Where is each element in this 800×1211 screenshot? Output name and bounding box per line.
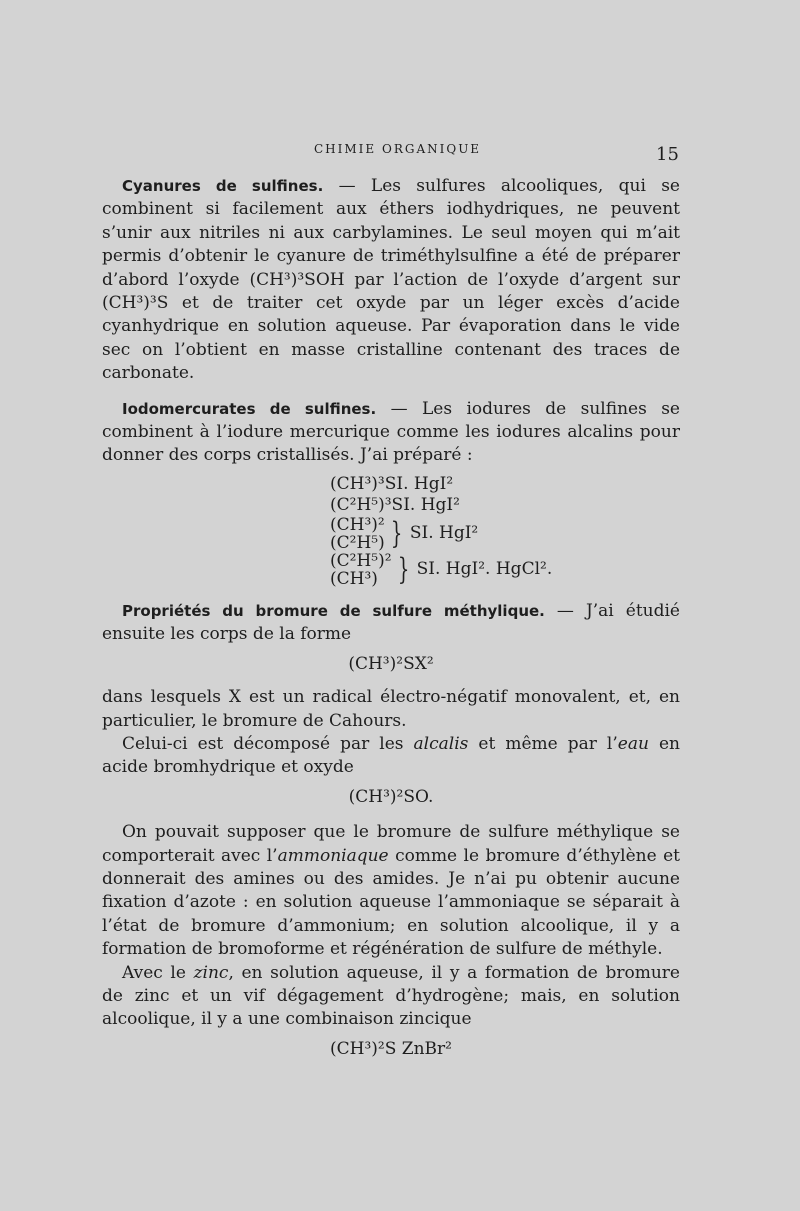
formula-braced bbox=[330, 552, 680, 588]
section-heading-iodomercurates: Iodomercurates de sulfines. bbox=[122, 399, 377, 418]
page-number: 15 bbox=[656, 144, 679, 165]
section-heading-proprietes: Propriétés du bromure de sulfure méthylique. bbox=[122, 601, 545, 620]
formula-part: (C²H⁵) bbox=[330, 532, 385, 553]
paragraph-text: — Les iodures de sulfines se combinent à l’iodure mercurique comme les iodures alcalins pour donner des corps cristallisés. J’ai préparé : bbox=[102, 398, 680, 466]
paragraph-ammoniaque: On pouvait supposer que le bromure de sulfure méthylique se comporterait avec l’ammoniaque comme le bromure d’éthylène et donnerait des amines ou des amides. Je n’ai pu obtenir aucune fixation d’azote : en solution aqueuse l’ammoniaque se séparait à l’état de bromure d’ammonium; en solution alcoolique, il y a formation de bromoforme et régénération de sulfure de méthyle. bbox=[102, 822, 681, 960]
formula-list bbox=[330, 474, 680, 588]
paragraph-text: — J’ai étudié ensuite les corps de la forme bbox=[102, 600, 680, 645]
brace-icon: } bbox=[390, 515, 403, 551]
formula: (CH³)³SI. HgI² bbox=[330, 473, 454, 494]
running-title: CHIMIE ORGANIQUE bbox=[314, 142, 482, 156]
paragraph-decomposition: Celui-ci est décomposé par les alcalis et même par l’eau en acide bromhydrique et oxyde bbox=[102, 733, 680, 778]
formula-display: (CH³)²SO. bbox=[348, 786, 434, 807]
formula-part: (C²H⁵)² bbox=[330, 550, 392, 571]
emphasis: ammoniaque bbox=[277, 845, 389, 866]
formula: (C²H⁵)³SI. HgI² bbox=[330, 494, 460, 515]
formula-display: (CH³)²SX² bbox=[348, 653, 434, 674]
formula-display: (CH³)²S ZnBr² bbox=[330, 1038, 452, 1059]
emphasis: alcalis bbox=[413, 733, 469, 754]
paragraph-text: — Les sulfures alcooliques, qui se combinent si facilement aux éthers iodhydriques, ne peuvent s’unir aux nitriles ni aux carbylamines. Le seul moyen qui m’ait permis d’obtenir le cyanure de triméthylsulfine a été de préparer d’abord l’oxyde (CH³)³SOH par l’action de l’oxyde d’argent sur (CH³)³S et de traiter cet oxyde par un léger excès d’acide cyanhydrique en solution aqueuse. Par évaporation dans le vide sec on l’obtient en masse cristalline contenant des traces de carbonate. bbox=[102, 176, 680, 384]
formula-braced bbox=[330, 516, 680, 552]
paragraph-cyanures bbox=[102, 175, 680, 386]
paragraph-proprietes bbox=[102, 600, 680, 647]
formula-part: SI. HgI². HgCl². bbox=[416, 559, 553, 580]
paragraph-iodomercurates bbox=[102, 398, 680, 468]
paragraph-text: dans lesquels X est un radical électro-négatif monovalent, et, en particulier, le bromure de Cahours. bbox=[102, 687, 680, 731]
emphasis: eau bbox=[617, 733, 649, 754]
page-body bbox=[102, 175, 680, 1071]
section-heading-cyanures: Cyanures de sulfines. bbox=[122, 177, 324, 195]
emphasis: zinc bbox=[193, 962, 229, 983]
brace-icon: } bbox=[397, 551, 409, 587]
formula-part: (CH³) bbox=[330, 568, 378, 589]
paragraph-zinc: Avec le zinc, en solution aqueuse, il y a formation de bromure de zinc et un vif dégagement d’hydrogène; mais, en solution alcoolique, il y a une combinaison zincique bbox=[102, 962, 680, 1030]
formula-part: SI. HgI² bbox=[409, 523, 479, 544]
formula-part: (CH³)² bbox=[330, 514, 385, 535]
